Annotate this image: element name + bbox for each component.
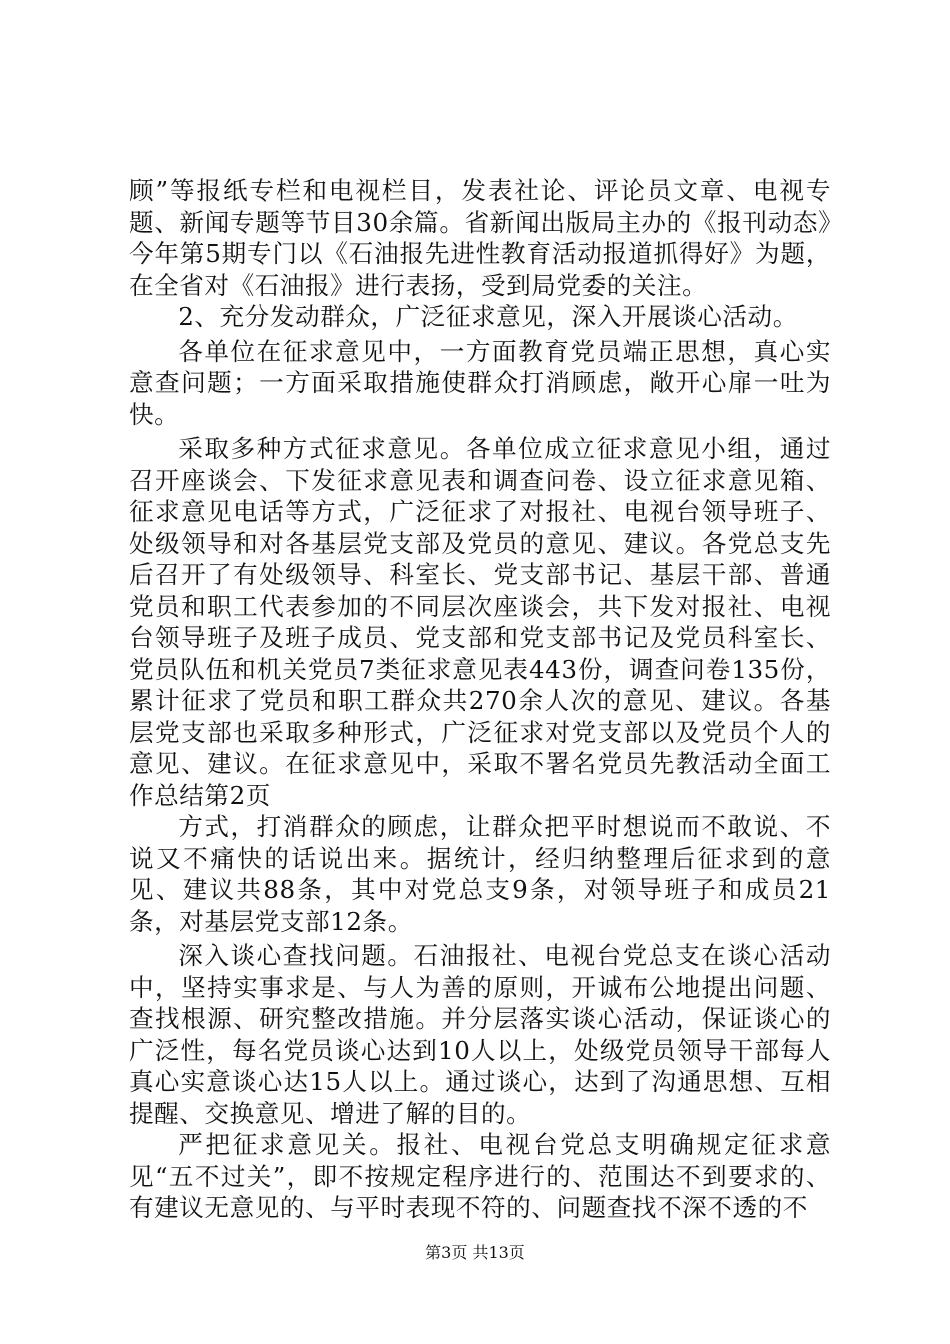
paragraph: 深入谈心查找问题。石油报社、电视台党总支在谈心活动中，坚持实事求是、与人为善的原则，开诚布公地提出问题、查找根源、研究整改措施。并分层落实谈心活动，保证谈心的广泛性，每名党员谈心达到10人以上，处级党员领导干部每人真心实意谈心达15人以上。通过谈心，达到了沟通思想、互相提醒、交换意见、增进了解的目的。 xyxy=(129,941,831,1128)
paragraph: 各单位在征求意见中，一方面教育党员端正思想，真心实意查问题；一方面采取措施使群众打消顾虑，敞开心扉一吐为快。 xyxy=(129,336,831,429)
paragraph: 严把征求意见关。报社、电视台党总支明确规定征求意见“五不过关”，即不按规定程序进行的、范围达不到要求的、有建议无意见的、与平时表现不符的、问题查找不深不透的不 xyxy=(129,1130,831,1222)
page-footer: 第3页 共13页 xyxy=(425,1243,525,1262)
paragraph-continuation: 顾”等报纸专栏和电视栏目，发表社论、评论员文章、电视专题、新闻专题等节目30余篇。省新闻出版局主办的《报刊动态》今年第5期专门以《石油报先进性教育活动报道抓得好》为题，在全省对《石油报》进行表扬，受到局党委的关注。 xyxy=(129,176,831,300)
document-body xyxy=(129,175,831,1224)
section-heading: 2、充分发动群众，广泛征求意见，深入开展谈心活动。 xyxy=(178,302,798,331)
paragraph: 方式，打消群众的顾虑，让群众把平时想说而不敢说、不说又不痛快的话说出来。据统计，经归纳整理后征求到的意见、建议共88条，其中对党总支9条，对领导班子和成员21条，对基层党支部12条。 xyxy=(129,812,831,936)
paragraph: 采取多种方式征求意见。各单位成立征求意见小组，通过召开座谈会、下发征求意见表和调查问卷、设立征求意见箱、征求意见电话等方式，广泛征求了对报社、电视台领导班子、处级领导和对各基层党支部及党员的意见、建议。各党总支先后召开了有处级领导、科室长、党支部书记、基层干部、普通党员和职工代表参加的不同层次座谈会，共下发对报社、电视台领导班子及班子成员、党支部和党支部书记及党员科室长、党员队伍和机关党员7类征求意见表443份，调查问卷135份，累计征求了党员和职工群众共270余人次的意见、建议。各基层党支部也采取多种形式，广泛征求对党支部以及党员个人的意见、建议。在征求意见中，采取不署名党员先教活动全面工作总结第2页 xyxy=(129,434,831,810)
